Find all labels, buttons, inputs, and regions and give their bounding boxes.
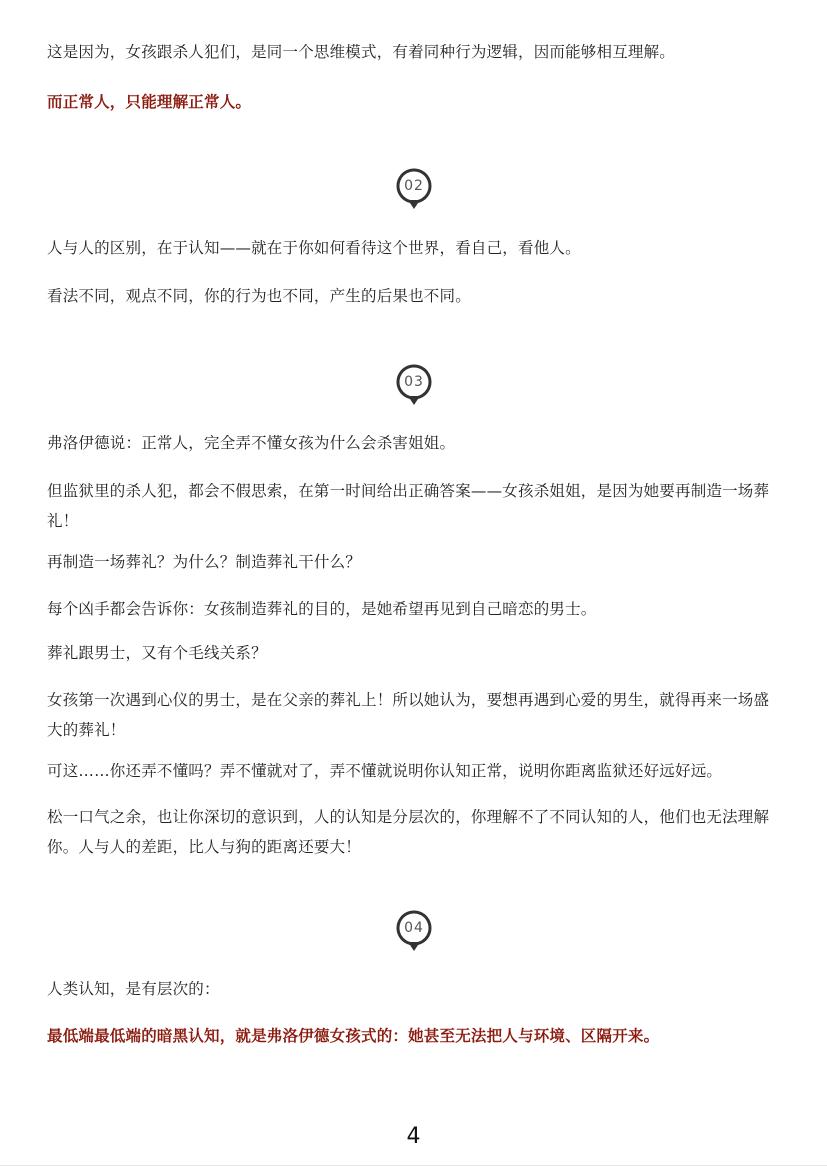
section-number: 04: [404, 920, 424, 936]
page-number: 4: [406, 1124, 421, 1149]
section-number: 02: [404, 178, 424, 194]
section-marker-04: [395, 910, 433, 954]
paragraph: 但监狱里的杀人犯，都会不假思索，在第一时间给出正确答案——女孩杀姐姐，是因为她要再制造一场葬礼！: [47, 482, 770, 530]
emphasis-paragraph: 而正常人，只能理解正常人。: [47, 93, 252, 111]
paragraph: 松一口气之余，也让你深切的意识到，人的认知是分层次的，你理解不了不同认知的人，他们也无法理解你。人与人的差距，比人与狗的距离还要大！: [47, 808, 770, 856]
paragraph: 看法不同，观点不同，你的行为也不同，产生的后果也不同。: [47, 287, 471, 305]
paragraph: 弗洛伊德说：正常人，完全弄不懂女孩为什么会杀害姐姐。: [47, 434, 456, 452]
section-marker-03: [395, 364, 433, 408]
paragraph: 每个凶手都会告诉你：女孩制造葬礼的目的，是她希望再见到自己暗恋的男士。: [47, 600, 597, 618]
paragraph: 人类认知，是有层次的：: [47, 980, 220, 998]
section-marker-02: [395, 168, 433, 212]
paragraph: 人与人的区别，在于认知——就在于你如何看待这个世界，看自己，看他人。: [47, 239, 581, 257]
emphasis-paragraph: 最低端最低端的暗黑认知，就是弗洛伊德女孩式的：她甚至无法把人与环境、区隔开来。: [47, 1027, 660, 1045]
page-divider: [0, 1165, 827, 1166]
section-number: 03: [404, 374, 424, 390]
paragraph: 葬礼跟男士，又有个毛线关系？: [47, 644, 267, 662]
paragraph: 这是因为，女孩跟杀人犯们，是同一个思维模式，有着同种行为逻辑，因而能够相互理解。: [47, 43, 676, 61]
paragraph: 再制造一场葬礼？为什么？制造葬礼干什么？: [47, 553, 362, 571]
paragraph: 可这……你还弄不懂吗？弄不懂就对了，弄不懂就说明你认知正常，说明你距离监狱还好远好远。: [47, 762, 723, 780]
paragraph: 女孩第一次遇到心仪的男士，是在父亲的葬礼上！所以她认为，要想再遇到心爱的男生，就得再来一场盛大的葬礼！: [47, 691, 770, 739]
